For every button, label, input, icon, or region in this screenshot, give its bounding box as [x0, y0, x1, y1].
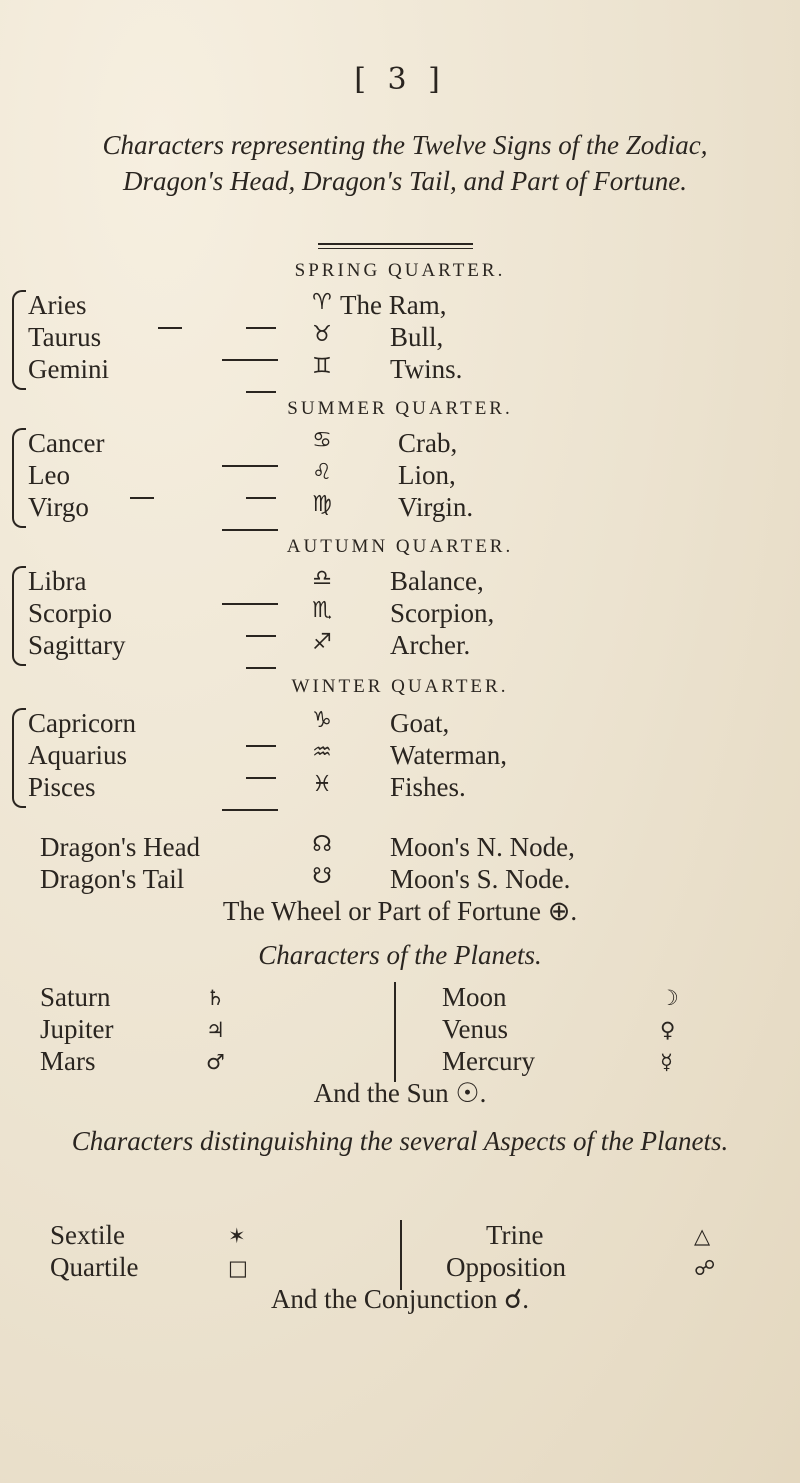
aspects-heading: Characters distinguishing the several Aspects of the Planets. — [71, 1126, 729, 1156]
quarter-heading-winter: WINTER QUARTER. — [291, 676, 509, 697]
node-desc: Moon's S. Node. — [390, 864, 571, 894]
planet-name-venus: Venus — [442, 1014, 508, 1044]
planets-divider — [394, 982, 396, 1082]
planet-name-mars: Mars — [40, 1046, 96, 1076]
sign-name: Pisces — [28, 772, 96, 802]
jupiter-symbol: ♃ — [206, 1018, 225, 1042]
saturn-symbol: ♄ — [206, 986, 225, 1010]
libra-symbol: ♎ — [312, 566, 332, 591]
quartile-symbol: □ — [228, 1256, 248, 1280]
sign-desc: Balance, — [390, 566, 484, 596]
sign-name: Cancer — [28, 428, 105, 458]
sign-name: Taurus — [28, 322, 102, 352]
sign-desc: Waterman, — [390, 740, 508, 770]
sign-desc: Scorpion, — [390, 598, 495, 628]
node-name: Dragon's Head — [40, 832, 201, 862]
sign-desc: Archer. — [390, 630, 471, 660]
aspect-name-quartile: Quartile — [50, 1252, 139, 1282]
capricorn-symbol: ♑ — [312, 708, 332, 733]
sign-desc: Crab, — [398, 428, 458, 458]
mars-symbol: ♂ — [206, 1050, 225, 1074]
sign-desc: Lion, — [398, 460, 456, 490]
quarter-heading-autumn: AUTUMN QUARTER. — [286, 536, 514, 557]
node-name: Dragon's Tail — [40, 864, 185, 894]
pisces-symbol: ♓ — [312, 772, 332, 797]
sun-line: And the Sun ☉. — [313, 1078, 487, 1108]
aspect-name-trine: Trine — [486, 1220, 544, 1250]
sign-desc: Fishes. — [390, 772, 466, 802]
dash — [222, 792, 278, 823]
venus-symbol: ♀ — [660, 1018, 676, 1042]
aspect-name-opposition: Opposition — [446, 1252, 567, 1282]
cancer-symbol: ♋ — [312, 428, 332, 453]
sign-desc: Bull, — [390, 322, 444, 352]
sign-row-virgo — [0, 492, 800, 532]
mercury-symbol: ☿ — [660, 1050, 673, 1074]
planet-name-saturn: Saturn — [40, 982, 111, 1012]
gemini-symbol: ♊ — [312, 354, 332, 379]
planets-heading: Characters of the Planets. — [258, 940, 542, 970]
sign-desc: Virgin. — [398, 492, 474, 522]
sign-name: Scorpio — [28, 598, 112, 628]
sextile-symbol: ✶ — [228, 1224, 246, 1248]
scorpio-symbol: ♏ — [312, 598, 332, 623]
dragon-tail-symbol: ☋ — [312, 864, 332, 889]
page-title: Characters representing the Twelve Signs of the Zodiac, Dragon's Head, Dragon's Tail, and Part of Fortune. — [102, 130, 708, 196]
quarter-heading-spring: SPRING QUARTER. — [294, 260, 506, 281]
sign-desc: Goat, — [390, 708, 450, 738]
sign-name: Capricorn — [28, 708, 136, 738]
sign-name: Libra — [28, 566, 87, 596]
sign-name: Gemini — [28, 354, 109, 384]
fortune-line: The Wheel or Part of Fortune ⊕. — [222, 896, 578, 926]
trine-symbol: △ — [694, 1224, 711, 1248]
sign-name: Leo — [28, 460, 70, 490]
sign-desc: The Ram, — [340, 290, 447, 320]
sign-desc: Twins. — [390, 354, 463, 384]
taurus-symbol: ♉ — [312, 322, 332, 347]
leo-symbol: ♌ — [312, 460, 332, 485]
moon-symbol: ☽ — [660, 986, 679, 1010]
sign-name: Virgo — [28, 492, 89, 522]
page-number: [ 3 ] — [354, 62, 446, 97]
sign-row-pisces — [0, 772, 800, 812]
conjunction-line: And the Conjunction ☌. — [270, 1284, 530, 1314]
node-desc: Moon's N. Node, — [390, 832, 575, 862]
planet-name-jupiter: Jupiter — [40, 1014, 114, 1044]
sign-name: Aries — [28, 290, 87, 320]
quarter-heading-summer: SUMMER QUARTER. — [287, 398, 513, 419]
planet-name-moon: Moon — [442, 982, 507, 1012]
sign-name: Sagittary — [28, 630, 126, 660]
sagittary-symbol: ♐ — [312, 630, 332, 655]
aries-symbol: ♈ — [312, 290, 332, 315]
dragon-head-symbol: ☊ — [312, 832, 332, 857]
planet-name-mercury: Mercury — [442, 1046, 535, 1076]
aspects-divider — [400, 1220, 402, 1290]
opposition-symbol: ☍ — [694, 1256, 716, 1280]
virgo-symbol: ♍ — [312, 492, 332, 517]
sign-name: Aquarius — [28, 740, 127, 770]
aquarius-symbol: ♒ — [312, 740, 332, 765]
sign-row-sagittary — [0, 630, 800, 670]
title-rule — [318, 243, 473, 249]
sign-row-gemini — [0, 354, 800, 394]
aspect-name-sextile: Sextile — [50, 1220, 125, 1250]
